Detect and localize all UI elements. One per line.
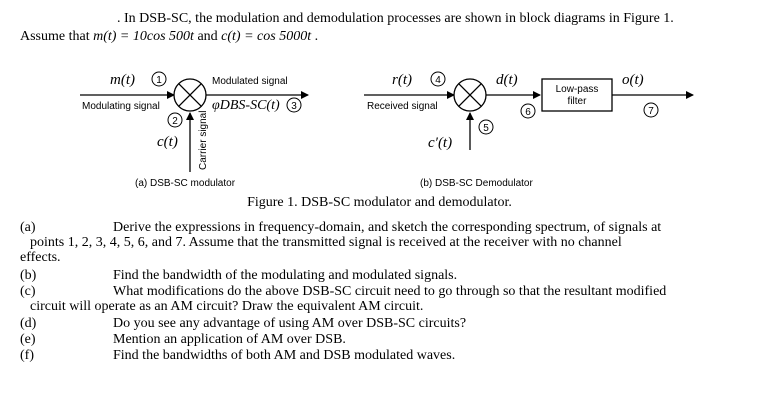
demod-input-label: r(t) (392, 72, 412, 88)
intro-line-2 (20, 29, 318, 44)
demodulator-diagram (364, 72, 693, 189)
question-c (20, 284, 745, 314)
modulator-diagram (80, 72, 308, 189)
question-f-label: (f) (20, 348, 34, 363)
point-6-number: 6 (525, 107, 531, 118)
question-f-text: Find the bandwidths of both AM and DSB modulated waves. (113, 348, 456, 363)
question-d-text: Do you see any advantage of using AM over DSB-SC circuits? (113, 316, 467, 331)
question-a-continuation-1: points 1, 2, 3, 4, 5, 6, and 7. Assume that the transmitted signal is received at the receiver with no channel (30, 235, 622, 250)
question-e (20, 332, 745, 347)
mod-output-text: Modulated signal (212, 76, 288, 87)
point-4-number: 4 (435, 75, 441, 86)
point-5-number: 5 (483, 123, 489, 134)
problem-intro (20, 10, 750, 46)
question-c-text: What modifications do the above DSB-SC circuit need to go through so that the resultant modified (113, 284, 667, 299)
point-3-number: 3 (291, 101, 297, 112)
question-a (20, 220, 745, 265)
intro-assume-text: Assume that (20, 29, 90, 44)
question-d-label: (d) (20, 316, 37, 331)
mod-input-text: Modulating signal (82, 101, 160, 112)
mod-carrier-text: Carrier signal (198, 110, 209, 170)
block-diagram-figure (0, 62, 759, 192)
question-a-text: Derive the expressions in frequency-domain, and sketch the corresponding spectrum, of signals at (113, 220, 662, 235)
point-1-number: 1 (156, 75, 162, 86)
question-b (20, 268, 745, 283)
question-a-continuation-2: effects. (20, 250, 61, 265)
figure-caption: Figure 1. DSB-SC modulator and demodulator. (247, 195, 512, 210)
mod-carrier-label: c(t) (157, 134, 178, 150)
filter-label-line-1: Low-pass (555, 84, 599, 95)
point-2-number: 2 (172, 116, 178, 127)
question-e-label: (e) (20, 332, 36, 347)
question-c-continuation-1: circuit will operate as an AM circuit? Draw the equivalent AM circuit. (30, 299, 424, 314)
demod-carrier-label: c′(t) (428, 135, 453, 151)
point-7-number: 7 (648, 106, 654, 117)
question-b-label: (b) (20, 268, 37, 283)
question-b-text: Find the bandwidth of the modulating and modulated signals. (113, 268, 458, 283)
message-expression: m(t) = 10cos 500t (93, 29, 194, 44)
question-a-label: (a) (20, 220, 36, 235)
demod-caption: (b) DSB-SC Demodulator (420, 178, 533, 189)
mod-input-label: m(t) (110, 72, 135, 88)
question-f (20, 348, 745, 363)
demod-output-label: o(t) (622, 72, 644, 88)
filter-label-line-2: filter (567, 96, 587, 107)
mod-caption: (a) DSB-SC modulator (135, 178, 236, 189)
mod-output-label: φDBS-SC(t) (212, 98, 280, 113)
intro-period: . (314, 29, 319, 44)
question-d (20, 316, 745, 331)
intro-and-text: and (197, 29, 218, 44)
question-e-text: Mention an application of AM over DSB. (113, 332, 346, 347)
demod-mid-label: d(t) (496, 72, 518, 88)
carrier-expression: c(t) = cos 5000t (221, 29, 312, 44)
question-c-label: (c) (20, 284, 36, 299)
demod-input-text: Received signal (367, 101, 438, 112)
intro-line-1: . In DSB-SC, the modulation and demodulation processes are shown in block diagrams in Figure 1. (117, 11, 674, 26)
